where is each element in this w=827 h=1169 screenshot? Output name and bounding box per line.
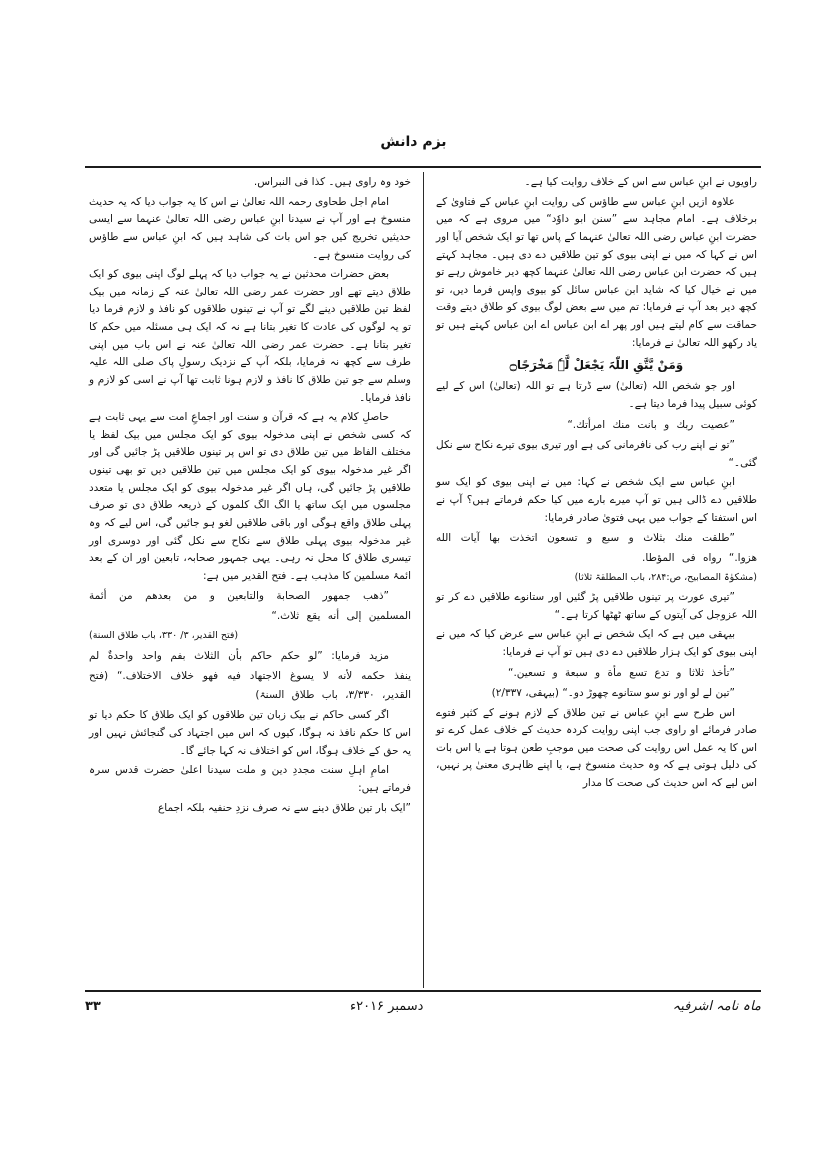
quote-opening: ”ایک بار تین طلاق دینے سے نہ صرف نزدِ حنفیہ بلکہ اجماع: [158, 801, 411, 814]
paragraph: امامِ اہلِ سنت مجددِ دین و ملت سیدنا اعلیٰ حضرت قدس سرہ فرماتے ہیں:: [89, 764, 411, 794]
quote-translation: ”تین لے لو اور نو سو ستانوے چھوڑ دو۔“ (بیہقی، ۲/۳۳۷): [491, 686, 735, 699]
paragraph: حاصلِ کلام یہ ہے کہ قرآن و سنت اور اجماعِ امت سے یہی ثابت ہے کہ کسی شخص نے اپنی مدخولہ بیوی کو ایک مجلس میں بیک لفظ یا مختلف الفاظ میں تین طلاق دی تو اس پر تینوں طلاقیں پڑ جائیں گی اور اگر غیر مدخولہ بیوی کو ایک مجلس میں تین طلاقیں دیں تو بھی تینوں طلاقیں پڑ جائیں گی، ہاں اگر غیر مدخولہ بیوی کو ایک مجلس یا متعدد مجلسوں میں ایک ساتھ یا الگ الگ کلموں کے ذریعہ طلاق دی تو صرف پہلی طلاق واقع ہوگی اور باقی طلاقیں لغو ہو جائیں گی، اس لیے کہ وہ غیر مدخولہ بیوی پہلی طلاق سے نکاح سے نکل گئی اور دوسری اور تیسری طلاق کا محل نہ رہی۔ یہی جمہور صحابہ، تابعین اور ان کے بعد ائمۂ مسلمین کا مذہب ہے۔ فتح القدیر میں ہے:: [89, 411, 411, 582]
paragraph: خود وہ راوی ہیں۔ كذا فى النبراس.: [253, 176, 411, 188]
citation: (مشکوٰۃ المصابیح، ص:۲۸۴، باب المطلقۃ ثلاثا): [574, 572, 757, 584]
page-footer: [85, 999, 761, 1014]
arabic-quote: ”عصيت ربك و بانت منك امرأتك.“: [567, 418, 735, 431]
quote-translation: ”تیری عورت پر تینوں طلاقیں پڑ گئیں اور ستانوے طلاقیں دے کر تو اللہ عزوجل کی آیتوں کے ساتھ ٹھٹھا کرتا ہے۔“: [436, 591, 757, 621]
quote-translation: ”تو نے اپنے رب کی نافرمانی کی ہے اور تیری بیوی تیرے نکاح سے نکل گئی۔“: [436, 439, 757, 469]
page-body: [85, 172, 761, 988]
paragraph: علاوہ ازیں ابنِ عباس سے طاؤس کی روایت ابنِ عباس کے فتاویٰ کے برخلاف ہے۔ امام مجاہد سے ”سنن ابو داوٗد“ میں مروی ہے کہ میں حضرت ابنِ عباس رضی اللہ تعالیٰ عنہما کے پاس تھا تو ایک شخص آیا اور اس نے کہا کہ میں نے اپنی بیوی کو تین طلاقیں دے دی ہیں۔ مجاہد کہتے ہیں کہ حضرت ابن عباس رضی اللہ تعالیٰ عنہما کچھ دیر خاموش رہے تو میں نے خیال کیا کہ شاید ابن عباس سائل کو بیوی واپس فرما دیں، تو کچھ دیر بعد آپ نے فرمایا: تم میں سے بعض لوگ بیوی کو طلاق دیتے وقت حماقت سے کام لیتے ہیں اور پھر اے ابن عباس اے ابن عباس کہتے ہیں تو یاد رکھو اللہ تعالیٰ نے فرمایا:: [436, 195, 757, 349]
paragraph: اگر کسی حاکم نے بیک زبان تین طلاقوں کو ایک طلاق کا حکم دیا تو اس کا حکم نافذ نہ ہوگا، کیوں کہ اس میں اجتہاد کی گنجائش نہیں اور یہ حق کے خلاف ہوگا، اس کو اختلاف نہ کہا جائے گا۔: [89, 709, 411, 757]
arabic-quote: ”ذهب جمهور الصحابة والتابعين و من بعدهم من أئمة المسلمين إلى أنه يقع ثلاث.“: [89, 590, 411, 622]
paragraph: راویوں نے ابنِ عباس سے اس کے خلاف روایت کیا ہے۔: [524, 176, 757, 188]
page-header: [0, 134, 827, 150]
page-number: ۳۳: [85, 999, 101, 1014]
issue-date: دسمبر ۲۰۱۶ء: [349, 999, 424, 1014]
quran-verse: وَمَنْ يَّتَّقِ اللّٰہَ يَجْعَلْ لَّہٗ مَخْرَجًا۝: [509, 358, 684, 373]
paragraph: اس طرح سے ابنِ عباس نے تین طلاق کے لازم ہونے کے کثیر فتوے صادر فرمائے او راوی جب اپنی روایت کردہ حدیث کے خلاف عمل کرے تو اس کا یہ عمل اس روایت کی صحت میں موجبِ طعن ہوتا ہے یا اس بات کی دلیل ہوتی ہے کہ وہ حدیث منسوخ ہے، یا اپنے ظاہری معنیٰ پر نہیں، اس لیے کہ اس حدیث کی صحت کا مدار: [436, 706, 757, 790]
header-divider: [85, 166, 761, 168]
page-title: بزم دانش: [380, 134, 447, 150]
paragraph: بیہقی میں ہے کہ ایک شخص نے ابنِ عباس سے عرض کیا کہ میں نے اپنی بیوی کو ایک ہزار طلاقیں دے دی ہیں تو آپ نے فرمایا:: [436, 628, 757, 658]
footer-divider: [85, 990, 761, 992]
arabic-quote: ”طلقت منك بثلاث و سبع و تسعون اتخذت بها آيات الله هزوا.“ رواه فى المؤطا.: [436, 532, 757, 564]
arabic-quote: ”تأخذ ثلاثا و تدع تسع مأة و سبعة و تسعين.“: [508, 666, 735, 679]
arabic-quote: مزید فرمایا: ”لو حكم حاكم بأن الثلاث بفم واحد واحدةٌ لم ينفذ حكمه لأنه لا يسوغ الاجتهاد فيه فهو خلاف الاختلاف.“ (فتح القدير، ۳/۳۳۰، باب طلاق السنۃ): [89, 650, 411, 702]
left-column: [85, 172, 423, 988]
citation: (فتح القدير، ۳/ ۳۳۰، باب طلاق السنة): [89, 630, 239, 642]
right-column: [423, 172, 761, 988]
verse-translation: اور جو شخص اللہ (تعالیٰ) سے ڈرتا ہے تو اللہ (تعالیٰ) اس کے لیے کوئی سبیل پیدا فرما دیتا ہے۔: [436, 380, 757, 411]
paragraph: بعض حضرات محدثین نے یہ جواب دیا کہ پہلے لوگ اپنی بیوی کو ایک طلاق دیتے تھے اور حضرت عمر رضی اللہ تعالیٰ عنہ کے زمانہ میں بیک لفظ تین طلاقیں دینے لگے تو آپ نے تینوں طلاقوں کو نافذ و لازم فرما دیا تو یہ لوگوں کی عادت کا تغیر بتانا ہے نہ کہ ایک ہی مسئلہ میں حکم کا تغیر بتانا ہے۔ حضرت عمر رضی اللہ تعالیٰ عنہ نے اس باب میں اپنی طرف سے کچھ نہ فرمایا، بلکہ آپ کے نزدیک رسولِ پاک صلی اللہ علیہ وسلم سے جو تین طلاق کا نافذ و لازم ہونا ثابت تھا آپ نے اسی کو لازم و نافذ فرمایا۔: [89, 268, 411, 404]
paragraph: ابنِ عباس سے ایک شخص نے کہا: میں نے اپنی بیوی کو ایک سو طلاقیں دے ڈالی ہیں تو آپ میرے بارے میں کیا حکم فرماتے ہیں؟ آپ نے اس استفتا کے جواب میں یہی فتویٰ صادر فرمایا:: [436, 476, 757, 524]
magazine-name: ماہ نامہ اشرفیہ: [672, 999, 761, 1014]
paragraph: امام اجل طحاوی رحمہ اللہ تعالیٰ نے اس کا یہ جواب دیا کہ یہ حدیث منسوخ ہے اور آپ نے سیدنا ابنِ عباس رضی اللہ تعالیٰ عنہما سے ایسی حدیثیں تخریج کیں جو اس بات کی شاہد ہیں کہ ابنِ عباس سے طاؤس کی روایت منسوخ ہے۔: [89, 195, 411, 261]
